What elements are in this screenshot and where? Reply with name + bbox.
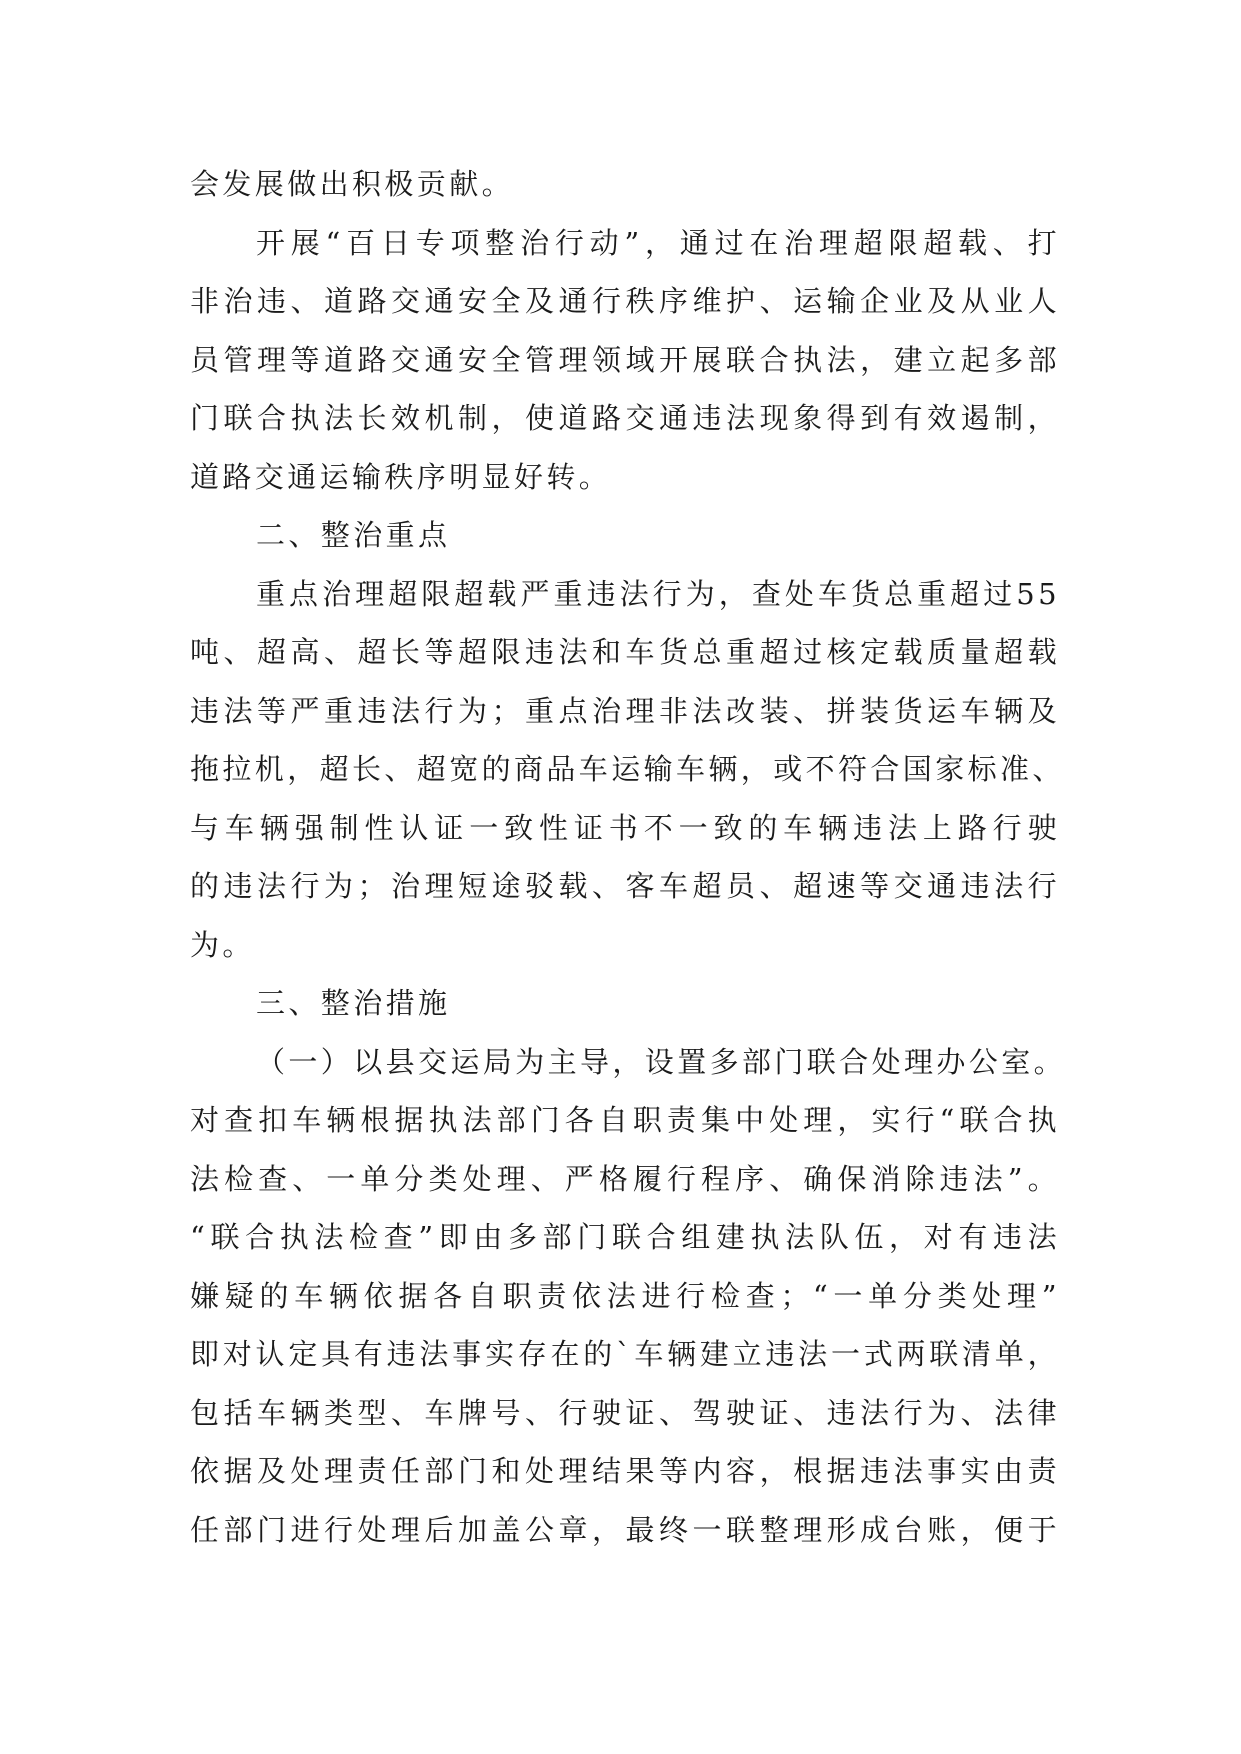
text-line: 非治违、道路交通安全及通行秩序维护、运输企业及从业人 — [190, 284, 1060, 318]
text-line: 法检查、一单分类处理、严格履行程序、确保消除违法”。 — [190, 1161, 1060, 1196]
text-line: 包括车辆类型、车牌号、行驶证、驾驶证、违法行为、法律 — [190, 1395, 1060, 1430]
text-line: 任部门进行处理后加盖公章，最终一联整理形成台账，便于 — [190, 1512, 1060, 1547]
document-body — [190, 155, 1067, 1559]
text-line: 道路交通运输秩序明显好转。 — [190, 459, 612, 494]
section-heading: 二、整治重点 — [256, 518, 451, 552]
text-line: 开展“百日专项整治行动”，通过在治理超限超载、打 — [256, 225, 1060, 260]
section-heading: 三、整治措施 — [256, 986, 451, 1020]
text-line: 吨、超高、超长等超限违法和车货总重超过核定载质量超载 — [190, 635, 1060, 669]
text-line: 依据及处理责任部门和处理结果等内容，根据违法事实由责 — [190, 1454, 1060, 1488]
text-line: 拖拉机，超长、超宽的商品车运输车辆，或不符合国家标准、 — [190, 752, 1065, 786]
text-line: 即对认定具有违法事实存在的`车辆建立违法一式两联清单， — [190, 1337, 1060, 1371]
text-line: 门联合执法长效机制，使道路交通违法现象得到有效遏制， — [190, 401, 1060, 435]
text-line: 嫌疑的车辆依据各自职责依法进行检查；“一单分类处理” — [190, 1278, 1060, 1313]
text-line: 会发展做出积极贡献。 — [190, 167, 515, 201]
text-line: 为。 — [190, 927, 255, 962]
text-line: 与车辆强制性认证一致性证书不一致的车辆违法上路行驶 — [190, 810, 1060, 845]
text-line: （一）以县交运局为主导，设置多部门联合处理办公室。 — [256, 1044, 1067, 1079]
text-line: 的违法行为；治理短途驳载、客车超员、超速等交通违法行 — [190, 869, 1060, 903]
text-line: 员管理等道路交通安全管理领域开展联合执法，建立起多部 — [190, 342, 1060, 377]
text-line: “联合执法检查”即由多部门联合组建执法队伍，对有违法 — [190, 1220, 1060, 1254]
text-line: 违法等严重违法行为；重点治理非法改装、拼装货运车辆及 — [190, 693, 1060, 728]
text-line: 重点治理超限超载严重违法行为，查处车货总重超过55 — [256, 576, 1060, 611]
text-line: 对查扣车辆根据执法部门各自职责集中处理，实行“联合执 — [190, 1103, 1060, 1137]
